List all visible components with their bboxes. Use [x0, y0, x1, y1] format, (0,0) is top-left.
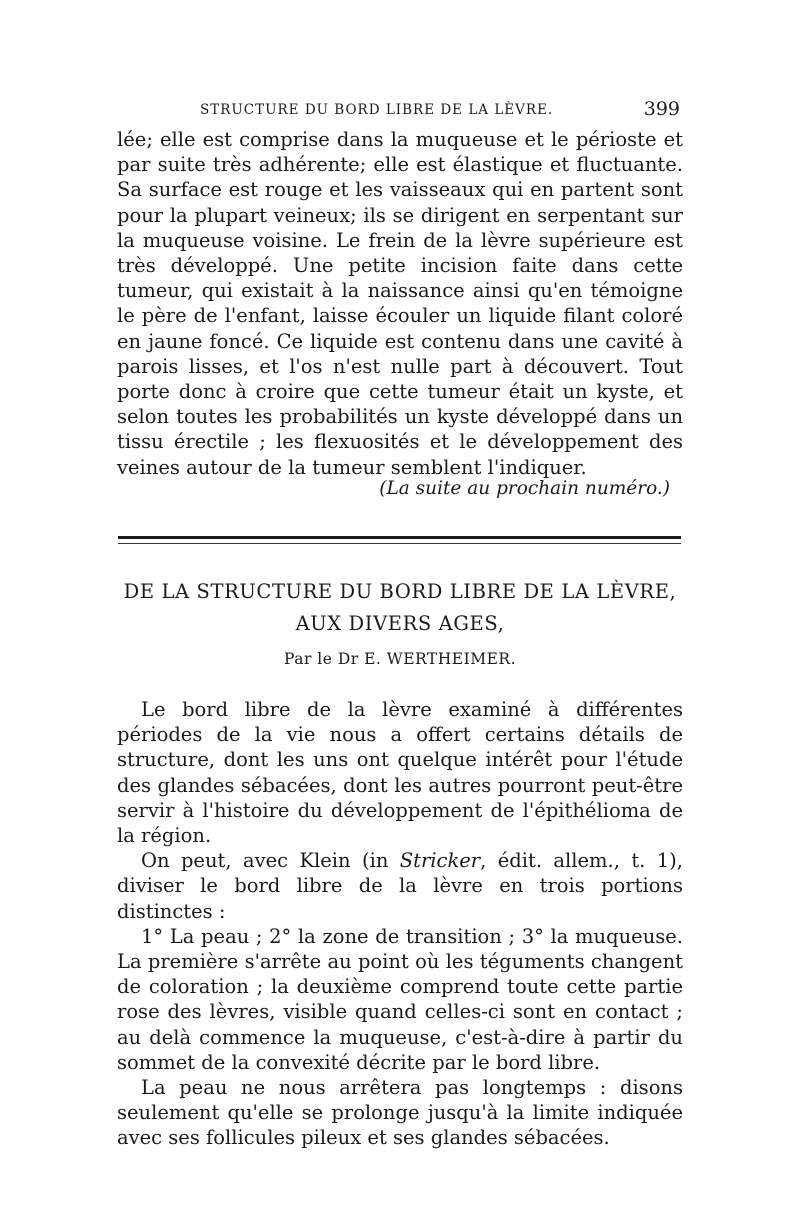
page-number: 399 — [643, 98, 680, 120]
article-body — [117, 697, 683, 1151]
to-be-continued-note: (La suite au prochain numéro.) — [379, 478, 670, 499]
cited-work-title: Stricker — [399, 849, 481, 873]
section-divider-thick — [118, 536, 681, 539]
article-paragraph-4: La peau ne nous arrêtera pas longtemps : disons seulement qu'elle se prolonge jusqu'à la limite indiquée avec ses follicules pileux et ses glandes sébacées. — [117, 1076, 683, 1150]
running-head-title: STRUCTURE DU BORD LIBRE DE LA LÈVRE. — [200, 102, 554, 118]
continued-text-block — [117, 127, 683, 480]
article-paragraph-3: 1° La peau ; 2° la zone de transition ; 3° la muqueuse. La première s'arrête au point où les téguments changent de coloration ; la deuxième comprend toute cette partie rose des lèvres, visible quand celles-ci sont en contact ; au delà commence la muqueuse, c'est-à-dire à partir du sommet de la convexité décrite par le bord libre. — [117, 924, 683, 1074]
article-paragraph-2 — [117, 848, 683, 924]
paragraph-2-text-b: , édit. allem., t. 1), diviser le bord libre de la lèvre en trois portions distinctes : — [117, 849, 683, 923]
article-paragraph-1: Le bord libre de la lèvre examiné à différentes périodes de la vie nous a offert certains détails de structure, dont les uns ont quelque intérêt pour l'étude des glandes sébacées, dont les autres pourront peut-être servir à l'histoire du développement de l'épithélioma de la région. — [117, 698, 683, 848]
article-title-line-2: AUX DIVERS AGES, — [295, 612, 505, 635]
article-byline: Par le Dr E. WERTHEIMER. — [283, 650, 517, 668]
continued-paragraph: lée; elle est comprise dans la muqueuse et le périoste et par suite très adhérente; elle est élastique et fluctuante. Sa surface est rouge et les vaisseaux qui en partent sont pour la plupart veineux; ils se dirigent en serpentant sur la muqueuse voisine. Le frein de la lèvre supérieure est très développé. Une petite incision faite dans cette tumeur, qui existait à la naissance ainsi qu'en témoigne le père de l'enfant, laisse écouler un liquide filant coloré en jaune foncé. Ce liquide est contenu dans une cavité à parois lisses, et l'os n'est nulle part à découvert. Tout porte donc à croire que cette tumeur était un kyste, et selon toutes les probabilités un kyste développé dans un tissu érectile ; les flexuosités et le développement des veines autour de la tumeur semblent l'indiquer. — [117, 128, 683, 479]
running-head — [200, 98, 680, 122]
article-title-line-1: DE LA STRUCTURE DU BORD LIBRE DE LA LÈVRE, — [123, 580, 677, 603]
paragraph-2-text-a: On peut, avec Klein (in — [141, 849, 400, 873]
section-divider-thin — [118, 543, 681, 544]
